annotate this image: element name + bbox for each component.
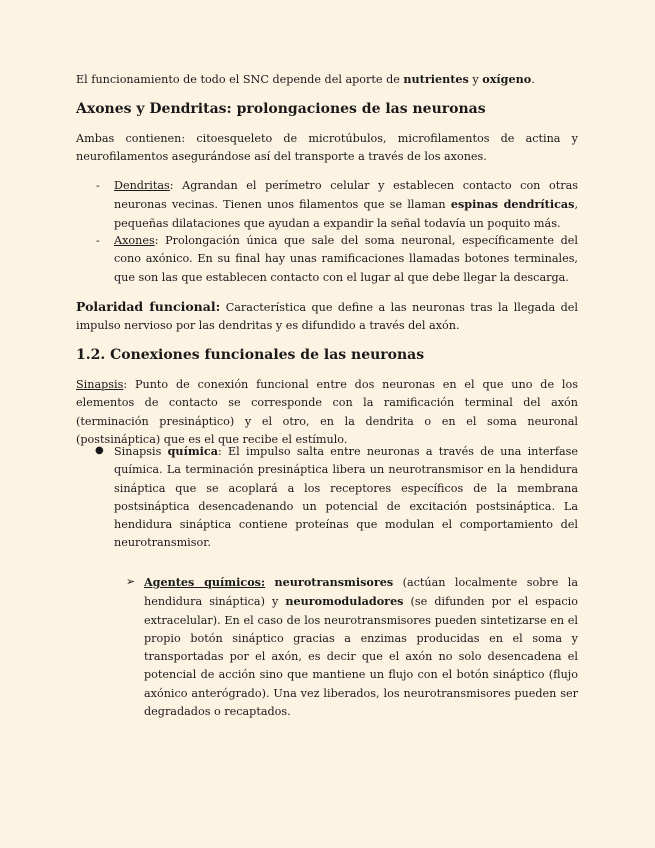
dendritas-term: Dendritas: [114, 179, 170, 192]
oxigeno-term: oxígeno: [482, 72, 532, 86]
section-heading-conexiones: 1.2. Conexiones funcionales de las neuronas: [76, 347, 425, 363]
sinapsis-quimica-list-item: ● Sinapsis química: El impulso salta entre neuronas a través de una interfase química. La terminación presináptica libera un neurotransmisor en la hendidura sináptica que se acoplará a los receptores específicos de la membrana postsináptica desencadenando un potencial de excitación postsináptica. La hendidura sináptica contiene proteínas que modulan el comportamiento del neurotransmisor.: [95, 444, 578, 550]
agentes-term: Agentes químicos:: [144, 575, 266, 589]
axones-list-item: - Axones: Prolongación única que sale del soma neuronal, específicamente del cono axónico. En su final hay unas ramificaciones llamadas botones terminales, que son las que establecen contacto con el lugar al que debe llegar la descarga.: [96, 234, 578, 284]
intro-paragraph: El funcionamiento de todo el SNC depende del aporte de nutrientes y oxígeno.: [76, 72, 535, 86]
dendritas-list-item: - Dendritas: Agrandan el perímetro celular y establecen contacto con otras neuronas vecinas. Tienen unos filamentos que se llaman espinas dendríticas, pequeñas dilataciones que ayudan a expandir la señal todavía un poquito más.: [96, 179, 578, 230]
polaridad-term: Polaridad funcional:: [76, 299, 221, 314]
neurotransmisores-term: neurotransmisores: [274, 575, 394, 589]
dash-marker: -: [96, 234, 100, 247]
arrow-bullet-icon: ➢: [126, 575, 136, 588]
quimica-term: química: [167, 444, 218, 458]
sinapsis-paragraph: Sinapsis: Punto de conexión funcional entre dos neuronas en el que uno de los elementos de contacto se corresponde con la ramificación terminal del axón (terminación presináptico) y el otro, en la dendrita o en el soma neuronal (postsináptica) que es el que recibe el estímulo.: [76, 378, 578, 446]
section-heading-axones-dendritas: Axones y Dendritas: prolongaciones de las neuronas: [76, 101, 486, 117]
agentes-quimicos-list-item: ➢ Agentes químicos: neurotransmisores (actúan localmente sobre la hendidura sináptica) y neuromoduladores (se difunden por el espacio extracelular). En el caso de los neurotransmisores pueden sintetizarse en el propio botón sináptico gracias a enzimas producidas en el soma y transportadas por el axón, es decir que el axón no solo desencadena el potencial de acción sino que mantiene un flujo con el botón sináptico (flujo axónico anterógrado). Una vez liberados, los neurotransmisores pueden ser degradados o recaptados.: [126, 575, 579, 719]
neuromoduladores-term: neuromoduladores: [285, 594, 404, 609]
bullet-marker: ●: [95, 445, 104, 456]
axones-term: Axones: [114, 234, 155, 247]
espinas-term: espinas dendríticas: [450, 197, 575, 212]
polaridad-paragraph: Polaridad funcional: Característica que define a las neuronas tras la llegada del impulso nervioso por las dendritas y es difundido a través del axón.: [76, 299, 578, 333]
nutrientes-term: nutrientes: [403, 72, 469, 86]
sinapsis-term: Sinapsis: [76, 378, 124, 391]
ambas-paragraph: Ambas contienen: citoesqueleto de microtúbulos, microfilamentos de actina y neurofilamentos asegurándose así del transporte a través de los axones.: [76, 132, 578, 164]
dash-marker: -: [96, 179, 100, 192]
